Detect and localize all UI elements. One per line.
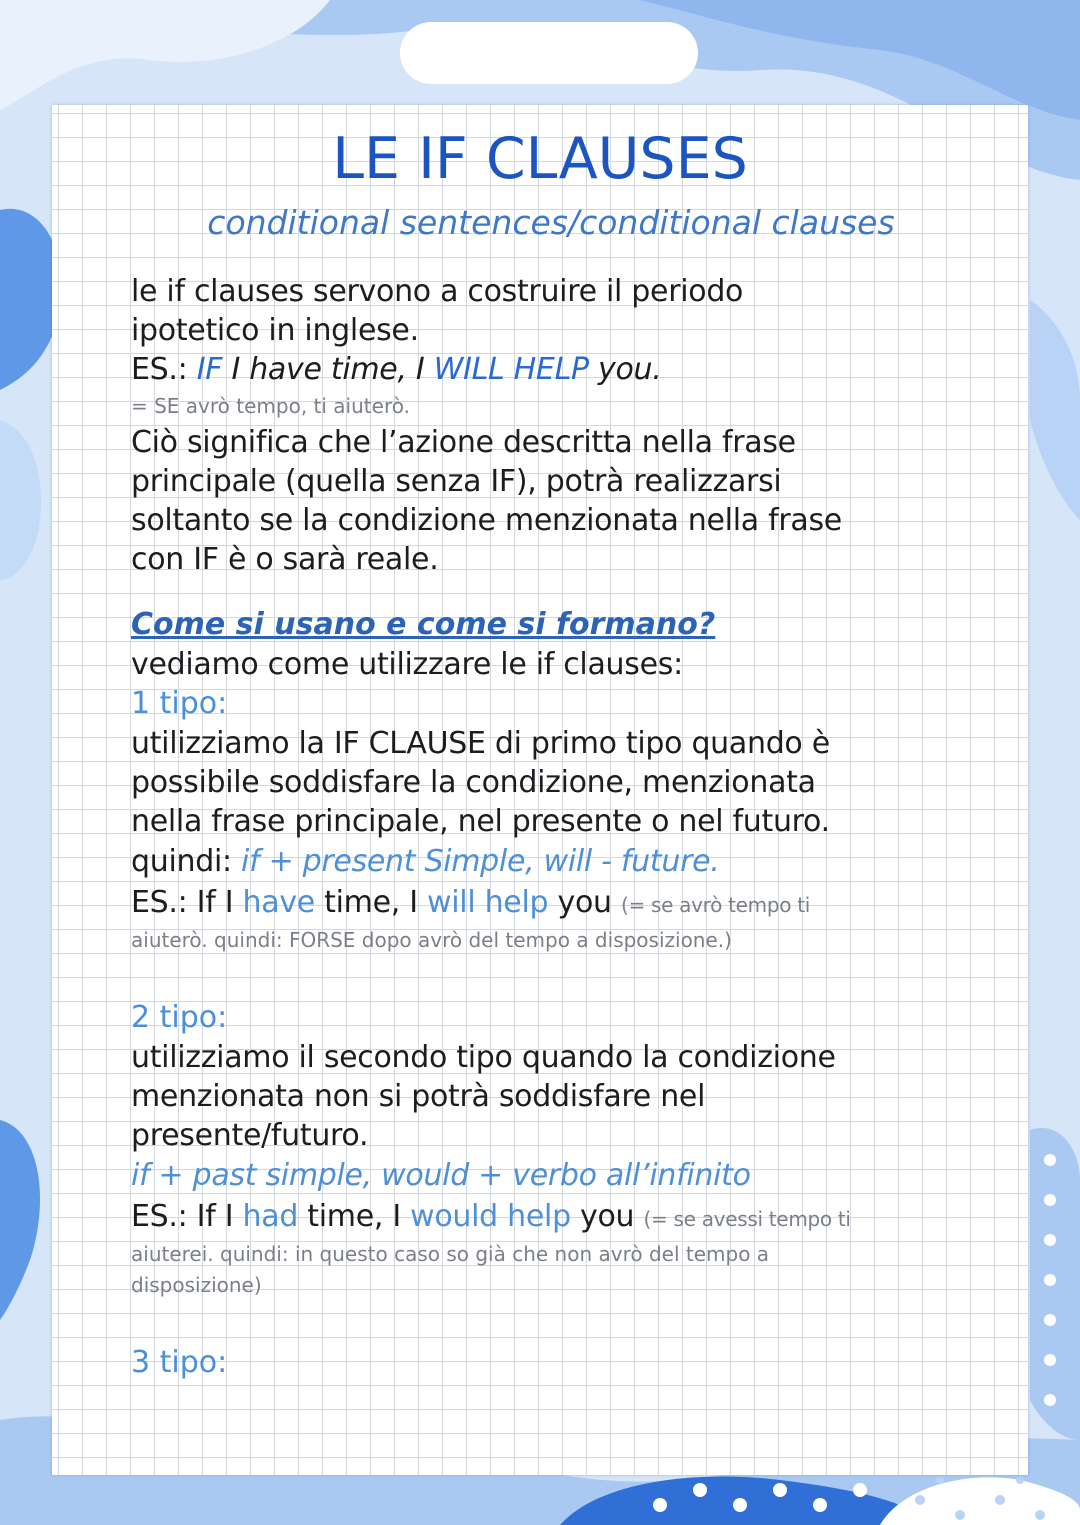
tipo-2-line-2: menzionata non si potrà soddisfare nel	[131, 1079, 706, 1114]
spacer	[131, 1301, 931, 1343]
tipo-2-note-end: disposizione)	[131, 1273, 262, 1297]
explanation-line-4: con IF è o sarà reale.	[131, 542, 439, 577]
example-end: you.	[588, 352, 662, 387]
explanation-line-2: principale (quella senza IF), potrà realizzarsi	[131, 464, 782, 499]
example-verb-2: will help	[427, 885, 549, 920]
example-text: you	[570, 1199, 644, 1234]
section-lead: vediamo come utilizzare le if clauses:	[131, 647, 683, 682]
tipo-2-label: 2 tipo:	[131, 1000, 228, 1035]
explanation-line-3: soltanto se la condizione menzionata nella frase	[131, 503, 842, 538]
page-title: LE IF CLAUSES	[332, 126, 748, 192]
intro-line-2: ipotetico in inglese.	[131, 313, 419, 348]
tipo-1-formula	[131, 841, 931, 883]
example-text: you	[548, 885, 621, 920]
tipo-1-line-2: possibile soddisfare la condizione, menzionata	[131, 765, 816, 800]
tipo-2-example	[131, 1197, 931, 1239]
intro-translation: = SE avrò tempo, ti aiuterò.	[131, 394, 410, 418]
example-verb: WILL HELP	[433, 352, 589, 387]
tipo-3-label: 3 tipo:	[131, 1345, 228, 1380]
section-heading: Come si usano e come si formano?	[131, 607, 716, 642]
tipo-2-line-3: presente/futuro.	[131, 1118, 369, 1153]
tipo-2-line-1: utilizziamo il secondo tipo quando la condizione	[131, 1040, 836, 1075]
example-text: time, I	[314, 885, 428, 920]
formula: if + present Simple, will - future.	[241, 844, 720, 879]
tipo-1-label: 1 tipo:	[131, 686, 228, 721]
tipo-2-formula: if + past simple, would + verbo all’infinito	[131, 1158, 751, 1193]
tipo-1-example	[131, 883, 931, 925]
example-verb-1: had	[242, 1199, 299, 1234]
example-verb-2: would help	[410, 1199, 571, 1234]
example-text: ES.: If I	[131, 1199, 243, 1234]
example-mid: I have time, I	[222, 352, 434, 387]
spacer	[131, 579, 931, 605]
content	[131, 272, 931, 1383]
example-prefix: ES.:	[131, 352, 197, 387]
example-if: IF	[196, 352, 223, 387]
formula-prefix: quindi:	[131, 844, 242, 879]
example-note: (= se avessi tempo ti	[643, 1207, 851, 1231]
intro-line-1: le if clauses servono a costruire il periodo	[131, 274, 744, 309]
example-text: time, I	[298, 1199, 411, 1234]
intro-example	[131, 350, 931, 389]
tipo-1-line-3: nella frase principale, nel presente o nel futuro.	[131, 804, 830, 839]
explanation-line-1: Ciò significa che l’azione descritta nella frase	[131, 425, 796, 460]
example-text: ES.: If I	[131, 885, 243, 920]
example-verb-1: have	[242, 885, 315, 920]
tipo-1-line-1: utilizziamo la IF CLAUSE di primo tipo quando è	[131, 726, 830, 761]
tipo-2-note-mid: aiuterei. quindi: in questo caso so già che non avrò del tempo a	[131, 1242, 770, 1266]
page-subtitle: conditional sentences/conditional clauses	[207, 203, 895, 242]
example-note: (= se avrò tempo ti	[620, 893, 811, 917]
spacer	[131, 956, 931, 998]
header-tab	[400, 22, 698, 84]
tipo-1-note-end: aiuterò. quindi: FORSE dopo avrò del tempo a disposizione.)	[131, 928, 732, 952]
